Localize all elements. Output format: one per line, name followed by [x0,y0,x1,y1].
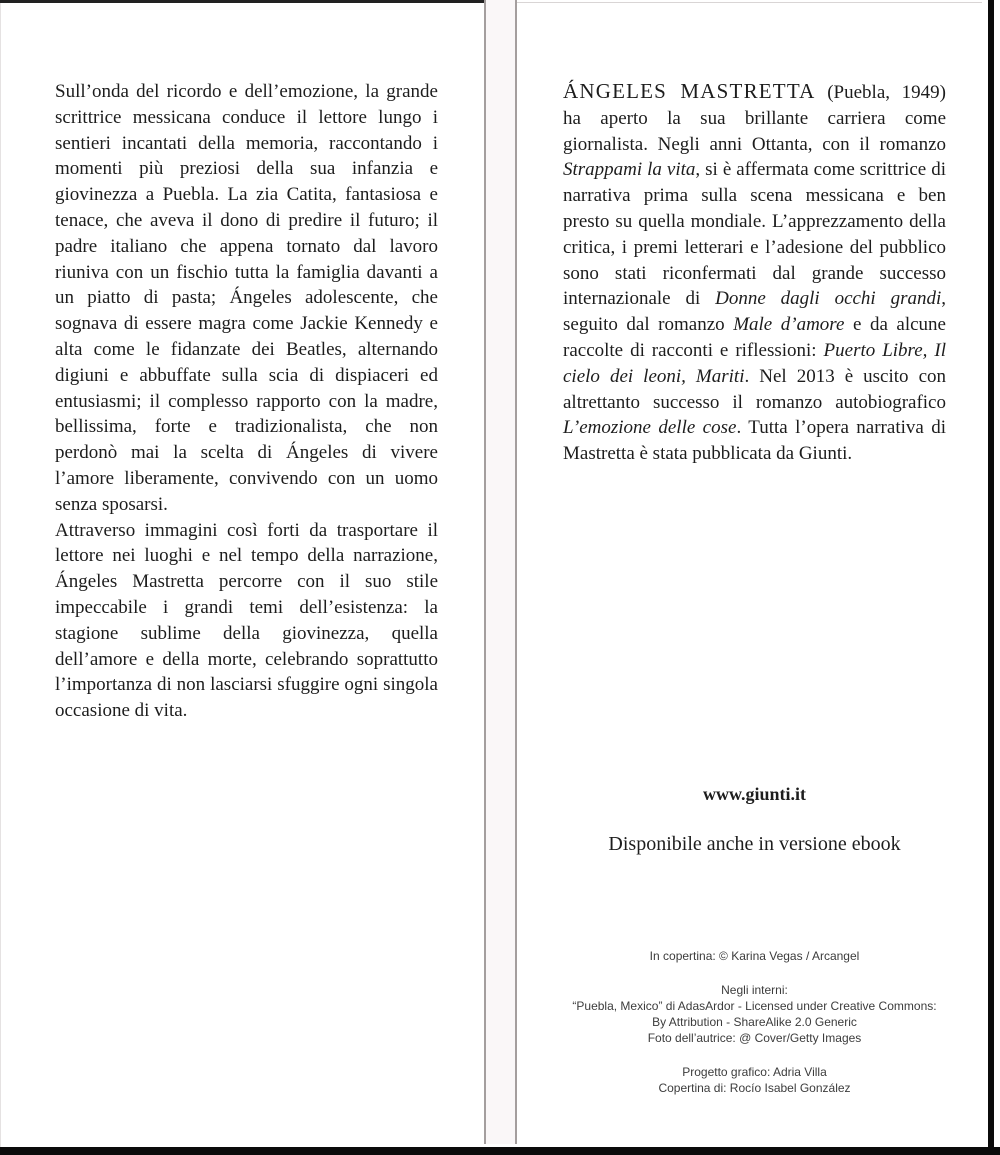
credit-cover-line: In copertina: © Karina Vegas / Arcangel [649,949,860,963]
book-right-edge-line [988,0,994,1155]
credit-design-line: Progetto grafico: Adria Villa [682,1065,827,1079]
credit-interior-group [563,982,946,1046]
fold-spine [484,0,517,1144]
credit-design-group [563,1064,946,1096]
book-bottom-edge-bar [0,1147,1000,1155]
credit-interior-line: “Puebla, Mexico” di AdasArdor - Licensed under Creative Commons: [572,999,937,1013]
left-flap-top-edge-line [0,0,484,3]
flap-description-paragraph-1: Sull’onda del ricordo e dell’emozione, la grande scrittrice messicana conduce il lettore lungo i sentieri incantati della memoria, raccontando i momenti più preziosi della sua infanzia e giovinezza a Puebla. La zia Catita, fantasiosa e tenace, che aveva il dono di predire il futuro; il padre italiano che appena tornato dal lavoro riuniva con un fischio tutta la famiglia davanti a un piatto di pasta; Ángeles adolescente, che sognava di essere magra come Jackie Kennedy e alta come le fidanzate dei Beatles, alternando digiuni e abbuffate sulla scia di dispiaceri ed entusiasmi; il complesso rapporto con la madre, bellissima, forte e tradizionalista, che non perdonò mai la scelta di Ángeles di vivere l’amore liberamente, convivendo con un uomo senza sposarsi. [55,81,438,515]
flap-description-paragraph-2: Attraverso immagini così forti da trasportare il lettore nei luoghi e nel tempo della narrazione, Ángeles Mastretta percorre con il suo stile impeccabile i grandi temi dell’esistenza: la stagione sublime della giovinezza, quella dell’amore e della morte, celebrando soprattutto l’importanza di non lasciarsi sfuggire ogni singola occasione di vita. [55,519,438,722]
credit-interior-line: Foto dell’autrice: @ Cover/Getty Images [647,1031,862,1045]
left-flap [55,79,438,724]
left-page-edge-line [0,0,1,1147]
credit-design-line: Copertina di: Rocío Isabel González [658,1081,851,1095]
credit-interior-line: Negli interni: [721,983,788,997]
credit-interior-line: By Attribution - ShareAlike 2.0 Generic [652,1015,857,1029]
publisher-website: www.giunti.it [702,784,807,804]
author-bio: ÁNGELES MASTRETTA (Puebla, 1949) ha aperto la sua brillante carriera come giornalista. Negli anni Ottanta, con il romanzo Strappami la vita, si è affermata come scrittrice di narrativa prima sulla scena messicana e ben presto su quella mondiale. L’apprezzamento della critica, i premi letterari e l’adesione del pubblico sono stati riconfermati dal grande successo internazionale di Donne dagli occhi grandi, seguito dal romanzo Male d’amore e da alcune raccolte di racconti e riflessioni: Puerto Libre, Il cielo dei leoni, Mariti. Nel 2013 è uscito con altrettanto successo il romanzo autobiografico L’emozione delle cose. Tutta l’opera narrativa di Mastretta è stata pubblicata da Giunti. [563,79,947,465]
ebook-availability-note: Disponibile anche in versione ebook [608,833,901,855]
right-flap [563,0,946,1147]
credits-block [563,948,946,1096]
